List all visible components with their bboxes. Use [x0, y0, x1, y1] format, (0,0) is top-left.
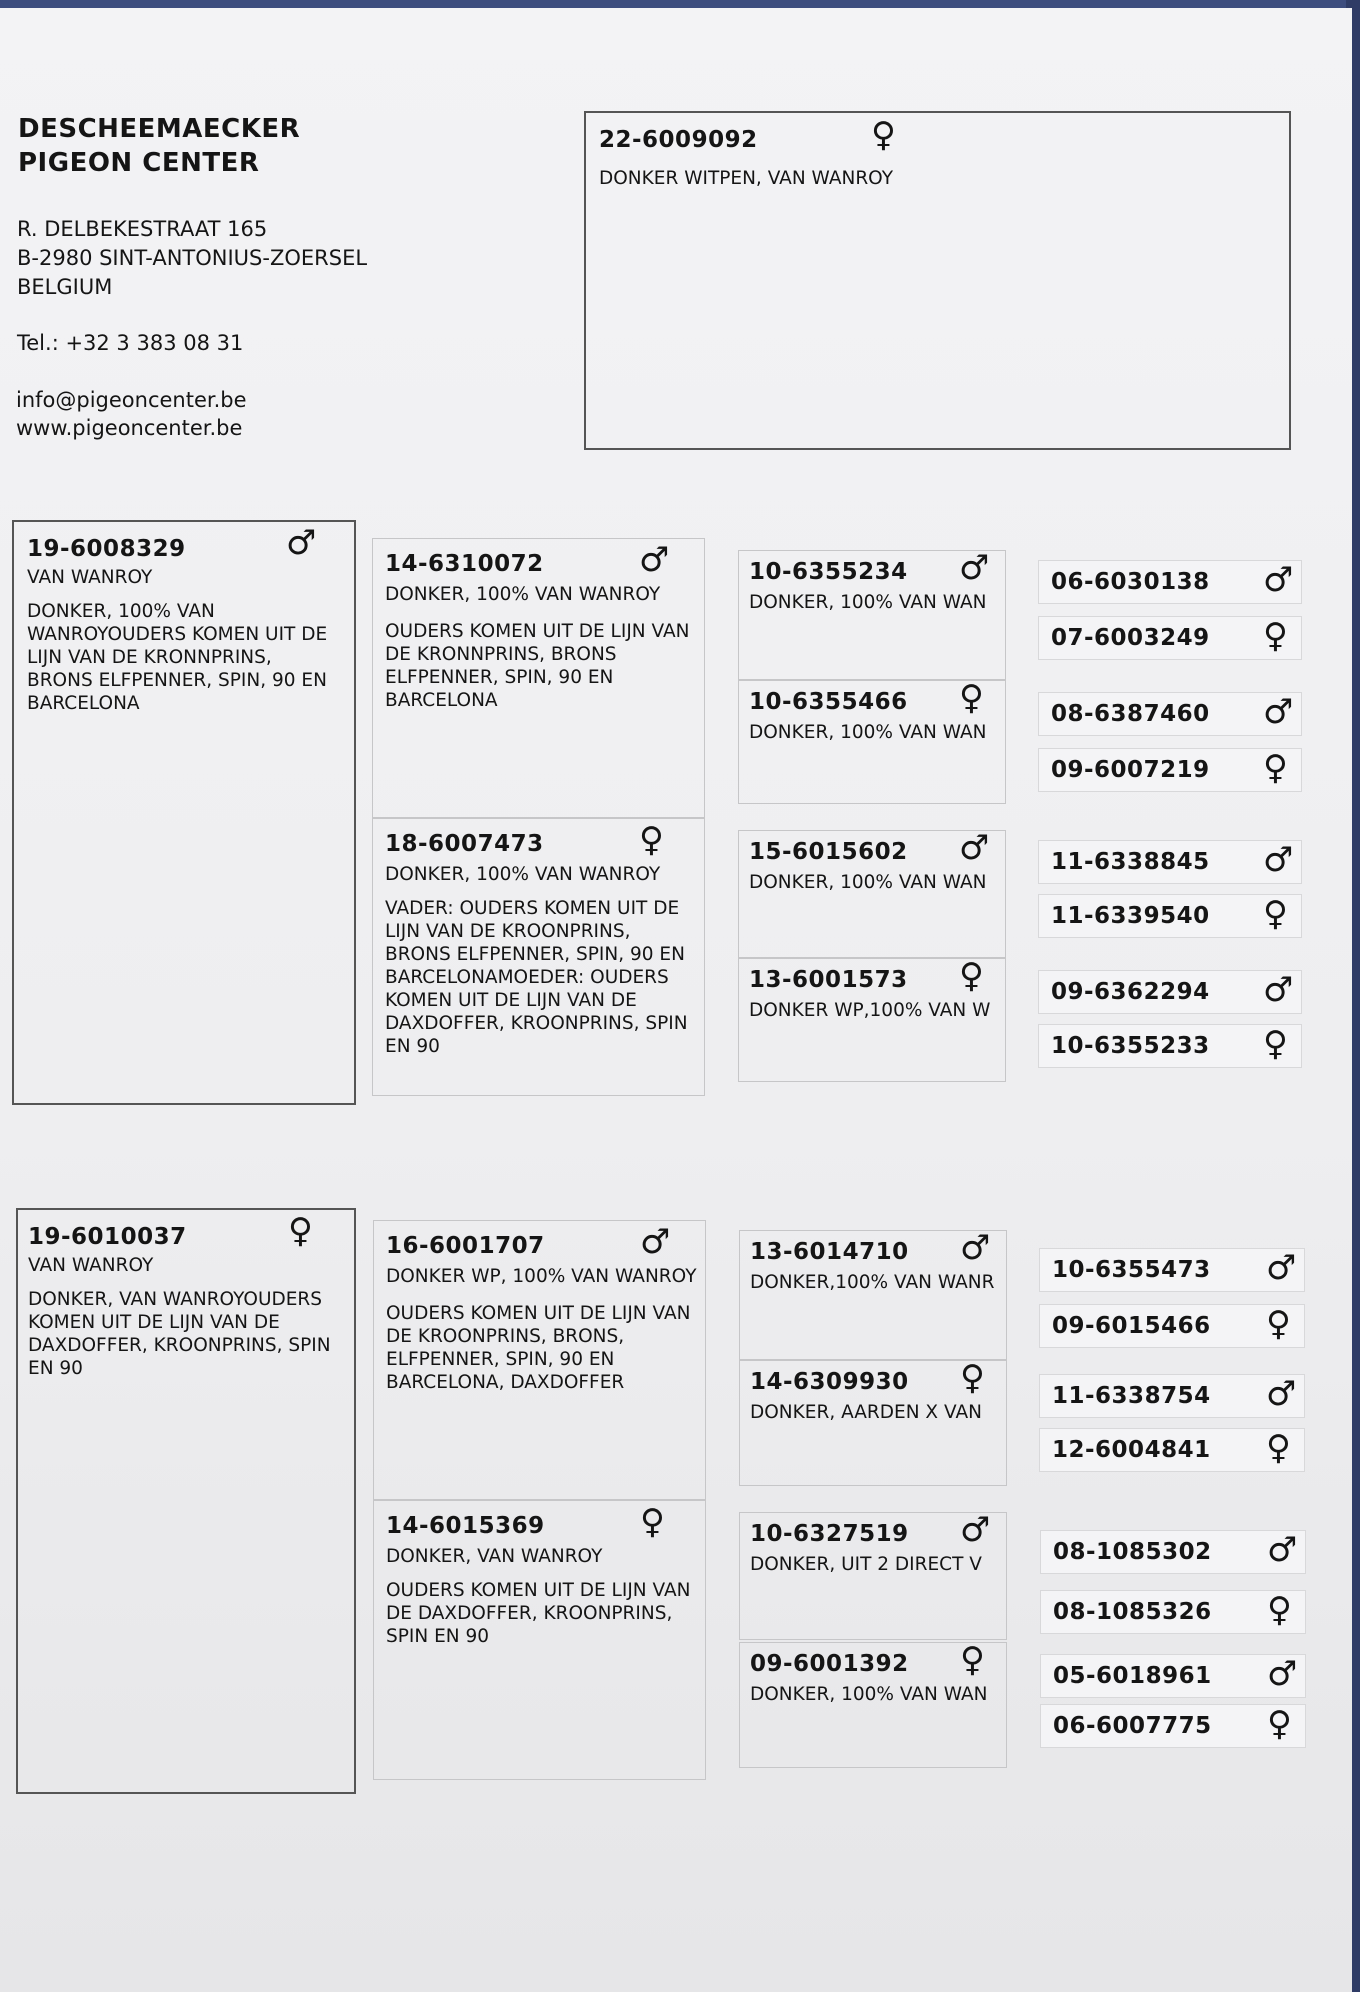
- female-icon: ♀: [1266, 1304, 1291, 1344]
- website-link[interactable]: www.pigeoncenter.be: [16, 416, 243, 440]
- paternal-granddam-card: [372, 818, 705, 1096]
- ring-number: 12-6004841: [1052, 1437, 1211, 1463]
- ring-number: 05-6018961: [1053, 1663, 1212, 1689]
- ring-number: 13-6014710: [750, 1239, 909, 1265]
- description-line: DONKER, 100% VAN WANROY: [385, 864, 661, 885]
- ring-number: 09-6001392: [750, 1651, 909, 1677]
- email-link[interactable]: info@pigeoncenter.be: [16, 388, 247, 412]
- ancestor-card: [739, 1642, 1007, 1768]
- description-line: DONKER, UIT 2 DIRECT V: [750, 1554, 982, 1575]
- ancestor-tile: [1039, 1304, 1305, 1348]
- strain: VAN WANROY: [27, 567, 153, 588]
- ring-number: 22-6009092: [599, 127, 758, 153]
- ancestor-tile: [1038, 840, 1302, 884]
- ancestor-tile: [1038, 894, 1302, 938]
- male-icon: ♂: [959, 548, 990, 588]
- description-line: DONKER, VAN WANROY: [386, 1546, 603, 1567]
- paternal-grandsire-card: [372, 538, 705, 818]
- ring-number: 08-6387460: [1051, 701, 1210, 727]
- ring-number: 15-6015602: [749, 839, 908, 865]
- ring-number: 10-6355473: [1052, 1257, 1211, 1283]
- description-line: DONKER WP,100% VAN W: [749, 1000, 991, 1021]
- ancestor-tile: [1040, 1654, 1306, 1698]
- description-line: DONKER, 100% VAN WAN: [749, 872, 987, 893]
- ring-number: 10-6327519: [750, 1521, 909, 1547]
- female-icon: ♀: [1263, 1024, 1288, 1064]
- ancestor-card: [738, 830, 1006, 958]
- male-icon: ♂: [1267, 1654, 1298, 1694]
- ancestor-tile: [1038, 560, 1302, 604]
- ancestor-tile: [1038, 692, 1302, 736]
- ring-number: 10-6355234: [749, 559, 908, 585]
- description: DONKER, 100% VAN WANROYOUDERS KOMEN UIT DE LIJN VAN DE KRONNPRINS, BRONS ELFPENNER, SPIN, 90 EN BARCELONA: [27, 601, 328, 714]
- male-icon: ♂: [640, 1222, 671, 1262]
- ancestor-tile: [1039, 1374, 1305, 1418]
- ancestor-card: [739, 1230, 1007, 1360]
- description: OUDERS KOMEN UIT DE LIJN VAN DE DAXDOFFER, KROONPRINS, SPIN EN 90: [386, 1580, 691, 1647]
- description-line: DONKER, 100% VAN WAN: [750, 1684, 988, 1705]
- ancestor-tile: [1039, 1428, 1305, 1472]
- ring-number: 10-6355233: [1051, 1033, 1210, 1059]
- ancestor-card: [738, 680, 1006, 804]
- phone-number: Tel.: +32 3 383 08 31: [17, 331, 244, 355]
- female-icon: ♀: [1263, 894, 1288, 934]
- ring-number: 11-6338845: [1051, 849, 1210, 875]
- ring-number: 10-6355466: [749, 689, 908, 715]
- male-icon: ♂: [1263, 692, 1294, 732]
- ring-number: 08-1085326: [1053, 1599, 1212, 1625]
- company-name: DESCHEEMAECKER PIGEON CENTER: [18, 114, 301, 178]
- male-icon: ♂: [286, 523, 317, 563]
- description-line: DONKER, 100% VAN WAN: [749, 722, 987, 743]
- ancestor-tile: [1038, 1024, 1302, 1068]
- ring-number: 09-6007219: [1051, 757, 1210, 783]
- female-icon: ♀: [1267, 1590, 1292, 1630]
- subject-card: [584, 111, 1291, 450]
- male-icon: ♂: [960, 1510, 991, 1550]
- female-icon: ♀: [1263, 748, 1288, 788]
- ancestor-tile: [1040, 1590, 1306, 1634]
- ring-number: 07-6003249: [1051, 625, 1210, 651]
- description-line: DONKER, 100% VAN WAN: [749, 592, 987, 613]
- male-icon: ♂: [1263, 560, 1294, 600]
- ring-number: 08-1085302: [1053, 1539, 1212, 1565]
- father-card: [12, 520, 356, 1105]
- ring-number: 19-6010037: [28, 1224, 187, 1250]
- male-icon: ♂: [959, 828, 990, 868]
- male-icon: ♂: [1263, 970, 1294, 1010]
- ring-number: 14-6309930: [750, 1369, 909, 1395]
- pedigree-sheet: [0, 8, 1352, 1992]
- female-icon: ♀: [640, 1502, 665, 1542]
- ring-number: 14-6310072: [385, 551, 544, 577]
- ring-number: 06-6030138: [1051, 569, 1210, 595]
- male-icon: ♂: [1267, 1530, 1298, 1570]
- ring-number: 11-6338754: [1052, 1383, 1211, 1409]
- company-address: R. DELBEKESTRAAT 165 B-2980 SINT-ANTONIUS-ZOERSEL BELGIUM: [17, 217, 368, 299]
- female-icon: ♀: [639, 820, 664, 860]
- ring-number: 09-6015466: [1052, 1313, 1211, 1339]
- ancestor-tile: [1040, 1530, 1306, 1574]
- ancestor-tile: [1039, 1248, 1305, 1292]
- maternal-grandsire-card: [373, 1220, 706, 1500]
- ancestor-tile: [1038, 616, 1302, 660]
- ancestor-tile: [1038, 748, 1302, 792]
- female-icon: ♀: [288, 1211, 313, 1251]
- ring-number: 06-6007775: [1053, 1713, 1212, 1739]
- female-icon: ♀: [1263, 616, 1288, 656]
- female-icon: ♀: [959, 678, 984, 718]
- description-line: DONKER, 100% VAN WANROY: [385, 584, 661, 605]
- ancestor-card: [739, 1512, 1007, 1640]
- description-line: DONKER,100% VAN WANR: [750, 1272, 995, 1293]
- ancestor-card: [738, 550, 1006, 680]
- female-icon: ♀: [871, 115, 896, 155]
- description: OUDERS KOMEN UIT DE LIJN VAN DE KROONPRINS, BRONS, ELFPENNER, SPIN, 90 EN BARCELONA, DAXDOFFER: [386, 1303, 691, 1393]
- male-icon: ♂: [1266, 1374, 1297, 1414]
- ancestor-card: [738, 958, 1006, 1082]
- ring-number: 16-6001707: [386, 1233, 545, 1259]
- ring-number: 13-6001573: [749, 967, 908, 993]
- strain: VAN WANROY: [28, 1255, 154, 1276]
- maternal-granddam-card: [373, 1500, 706, 1780]
- female-icon: ♀: [960, 1358, 985, 1398]
- male-icon: ♂: [1263, 840, 1294, 880]
- ancestor-card: [739, 1360, 1007, 1486]
- male-icon: ♂: [639, 540, 670, 580]
- mother-card: [16, 1208, 356, 1794]
- description-line: DONKER WP, 100% VAN WANROY: [386, 1266, 697, 1287]
- ring-number: 19-6008329: [27, 536, 186, 562]
- male-icon: ♂: [960, 1228, 991, 1268]
- ring-number: 14-6015369: [386, 1513, 545, 1539]
- description: DONKER WITPEN, VAN WANROY: [599, 168, 894, 189]
- description: VADER: OUDERS KOMEN UIT DE LIJN VAN DE KROONPRINS, BRONS ELFPENNER, SPIN, 90 EN BARCELONAMOEDER: OUDERS KOMEN UIT DE LIJN VAN DE DAXDOFFER, KROONPRINS, SPIN EN 90: [385, 898, 688, 1057]
- ancestor-tile: [1040, 1704, 1306, 1748]
- male-icon: ♂: [1266, 1248, 1297, 1288]
- description-line: DONKER, AARDEN X VAN: [750, 1402, 982, 1423]
- female-icon: ♀: [1267, 1704, 1292, 1744]
- ring-number: 09-6362294: [1051, 979, 1210, 1005]
- female-icon: ♀: [959, 956, 984, 996]
- description: DONKER, VAN WANROYOUDERS KOMEN UIT DE LIJN VAN DE DAXDOFFER, KROONPRINS, SPIN EN 90: [28, 1289, 331, 1379]
- ring-number: 11-6339540: [1051, 903, 1210, 929]
- female-icon: ♀: [960, 1640, 985, 1680]
- ancestor-tile: [1038, 970, 1302, 1014]
- description: OUDERS KOMEN UIT DE LIJN VAN DE KRONNPRINS, BRONS ELFPENNER, SPIN, 90 EN BARCELONA: [385, 621, 690, 711]
- ring-number: 18-6007473: [385, 831, 544, 857]
- female-icon: ♀: [1266, 1428, 1291, 1468]
